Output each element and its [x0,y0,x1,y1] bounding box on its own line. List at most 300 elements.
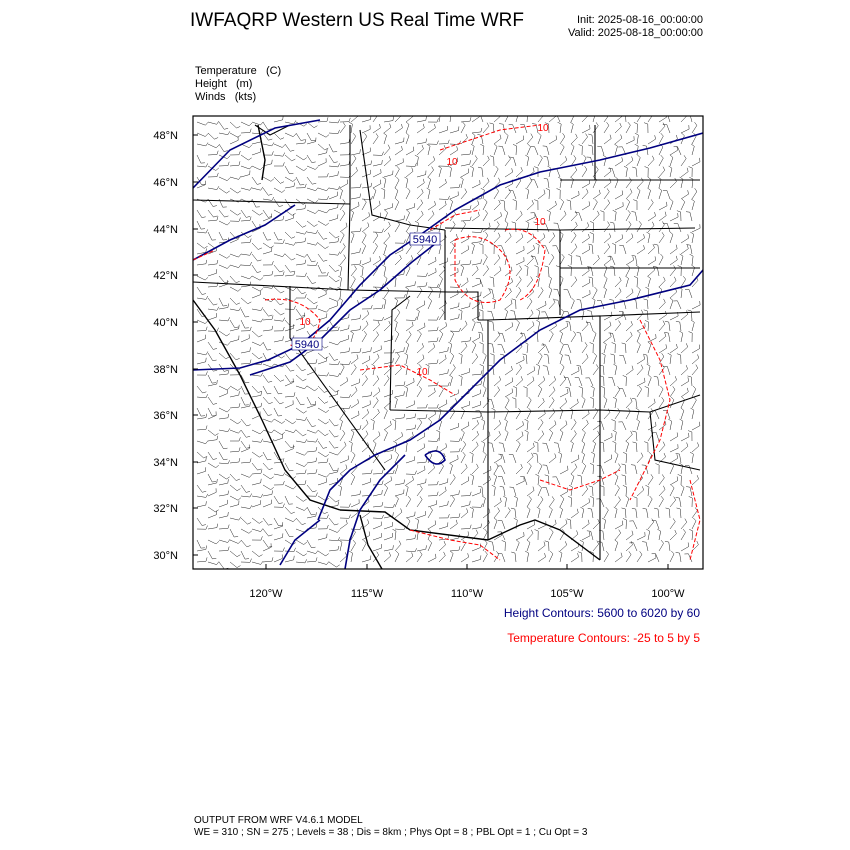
lon-label-120: 120°W [249,588,283,600]
wind-barb [655,464,659,475]
wind-barb [329,298,340,301]
wind-barb [626,157,633,167]
wind-barb [516,356,524,364]
wind-barb [406,113,413,122]
wind-barb [472,155,477,166]
wind-barb [230,307,241,310]
wind-barb [670,463,674,474]
wind-barb [395,541,401,551]
wind-barb [373,152,384,156]
wind-barb [230,529,238,537]
wind-barb [252,392,262,398]
wind-barb [428,201,436,210]
wind-barb [494,112,501,122]
wind-barb [490,277,494,287]
wind-barb [318,272,328,276]
wind-barb [635,133,639,144]
wind-barb [208,307,219,311]
wind-barb [450,146,458,155]
wind-barb [604,135,611,144]
wind-barb [384,287,389,298]
wind-barb [241,166,252,169]
wind-barb [339,419,342,430]
wind-barb [637,453,643,463]
wind-barb [428,388,435,397]
wind-barb [523,387,527,398]
wind-barb [604,507,608,518]
wind-barb [527,487,534,496]
wind-barb [481,419,484,430]
wind-barb [373,490,382,496]
wind-barb [631,465,637,474]
wind-barb [274,555,282,563]
wind-barb [450,513,460,518]
wind-barb [307,493,318,497]
wind-barb [351,379,359,386]
wind-barb [274,144,285,148]
wind-barb [678,266,682,277]
wind-barb [197,557,207,562]
wind-barb [645,386,649,397]
wind-barb [615,408,620,419]
wind-barb [428,177,431,188]
wind-barb [439,541,446,551]
wind-barb [428,211,434,221]
wind-barb [461,501,470,507]
wind-barb [417,124,424,133]
wind-barb [548,166,551,177]
wind-barb [395,166,399,177]
wind-barb [516,540,519,551]
wind-barb [567,200,571,210]
wind-barb [274,504,285,508]
wind-barb [263,247,272,254]
wind-barb [197,540,205,548]
wind-barb [329,342,340,345]
wind-barb [483,266,489,277]
wind-barb [461,265,464,276]
wind-barb [659,212,666,221]
wind-barb [461,169,469,177]
wind-barb [197,394,208,398]
wind-barb [626,321,633,331]
wind-barb [296,559,307,563]
wind-barb [622,464,627,474]
wind-barb [560,496,564,507]
wind-barb [263,188,272,195]
wind-barb [612,343,616,354]
wind-barb [263,500,271,507]
wind-barb [505,210,508,221]
wind-barb [329,204,338,210]
wind-barb [197,229,208,233]
wind-barb [612,441,616,452]
wind-barb [604,433,612,441]
wind-barb [461,452,465,463]
temperature-contour-labels [299,123,549,378]
wind-barb [406,553,413,563]
wind-barb [597,146,604,155]
wind-barb [622,475,626,485]
wind-barb [296,551,307,556]
wind-barb [568,265,572,276]
wind-barb [516,167,523,177]
wind-barb [490,123,495,133]
wind-barb [373,346,381,354]
wind-barb [263,243,274,248]
wind-barb [626,189,632,199]
wind-barb [692,422,700,430]
wind-barb [659,188,662,199]
wind-barb [263,419,274,422]
wind-barb [679,287,683,298]
wind-barb [263,408,272,416]
wind-barb [329,252,340,256]
wind-barb [637,386,642,397]
wind-barb [395,496,399,507]
wind-barb [307,210,318,214]
wind-barb [274,408,282,416]
wind-barb [494,420,501,430]
wind-barb [571,474,574,485]
wind-barb [546,188,550,199]
wind-barb [439,552,445,562]
wind-barb [318,243,329,249]
wind-barb [509,455,516,464]
wind-barb [534,442,538,452]
wind-barb [208,436,218,441]
wind-barb [296,294,306,298]
wind-barb [373,188,376,199]
wind-barb [373,332,379,343]
wind-barb [527,408,531,419]
wind-barb [263,430,274,433]
wind-barb [252,291,260,298]
wind-barb [571,553,579,562]
wind-barb [571,277,577,287]
wind-barb [677,354,681,364]
wind-barb [241,187,252,190]
wind-barb [494,267,501,277]
wind-barb [252,319,263,322]
wind-barb [241,485,250,492]
wind-barb [219,562,228,569]
wind-barb [644,442,648,452]
wind-barb [406,456,415,463]
wind-barb [417,511,426,518]
wind-barb [670,397,674,408]
wind-barb [665,332,670,342]
wind-barb [615,553,622,562]
lon-label-110: 110°W [450,588,484,600]
wind-barb [460,177,463,188]
wind-barb [318,397,328,403]
wind-barb [241,129,251,133]
wind-barb [480,364,484,375]
wind-barb [296,540,307,545]
wind-barb [637,245,645,254]
wind-barb [637,355,645,364]
wind-barb [406,425,416,430]
wind-barb [450,199,453,210]
wind-barb [241,397,249,405]
wind-barb [417,171,426,177]
wind-barb [677,211,681,221]
wind-barb [659,221,664,232]
wind-barb [338,485,341,496]
wind-barb [351,167,358,177]
wind-barb [219,188,230,193]
wind-barb [351,194,361,200]
wind-barb [417,444,425,453]
wind-barb [373,470,383,474]
wind-barb [668,353,672,364]
wind-barb [392,419,396,430]
wind-barb [252,122,263,125]
wind-barb [534,200,538,210]
wind-barb [623,485,627,496]
wind-barb [670,477,678,486]
wind-barb [252,199,260,207]
wind-barb [197,467,206,474]
wind-barb [230,540,241,544]
wind-barb [362,442,369,452]
wind-barb [351,232,354,243]
wind-barb [318,254,327,261]
wind-barb [329,119,340,123]
wind-barb [692,518,696,529]
wind-barb [351,202,359,210]
wind-barb [549,254,554,265]
wind-barb [549,454,556,464]
wind-barb [241,171,250,178]
wind-barb [197,408,205,416]
wind-barb [499,443,505,452]
wind-barb [208,411,216,419]
wind-barb [654,244,659,254]
wind-barb [285,379,293,387]
wind-barb [208,452,217,460]
wind-barb [648,156,654,166]
wind-barb [384,522,393,529]
wind-barb [252,130,263,134]
wind-barb [472,266,478,276]
wind-barb [648,554,656,562]
wind-barb [296,260,306,265]
wind-barb [516,257,524,265]
wind-barb [307,166,318,170]
wind-barb [449,463,452,474]
wind-barb [516,287,521,298]
wind-barb [681,199,685,210]
wind-barb [449,375,452,386]
wind-barb [637,178,643,188]
wind-barb [219,479,228,485]
wind-barb [307,254,316,262]
wind-barb [577,332,582,342]
wind-barb [428,438,439,442]
wind-barb [362,223,369,233]
wind-barb [208,488,216,496]
wind-barb [692,301,700,309]
wind-barb [252,561,263,564]
wind-barb [351,540,356,551]
wind-barb [406,322,413,331]
wind-barb [417,323,425,331]
wind-barb [461,235,469,243]
wind-barb [472,489,480,496]
wind-barb [580,507,583,518]
wind-barb [296,397,305,405]
wind-barb [645,167,649,178]
wind-barb [296,166,307,171]
wind-barb [537,507,540,518]
wind-barb [230,320,239,328]
wind-barb [285,324,294,331]
wind-barb [566,387,572,397]
wind-barb [626,431,632,441]
wind-barb [329,144,337,152]
wind-barb [527,234,534,243]
wind-barb [428,343,435,353]
wind-barb [560,466,568,474]
wind-barb [499,124,505,133]
wind-barb [483,156,489,166]
wind-barb [505,366,512,375]
wind-barb [582,166,587,177]
wind-barb [307,469,317,474]
wind-barb [663,191,670,200]
wind-barb [439,386,443,397]
wind-barb [535,266,539,277]
wind-barb [329,265,339,272]
wind-barb [648,256,656,265]
wind-barb [483,232,488,243]
wind-barb [670,551,674,562]
wind-barb [197,143,208,146]
wind-barb [512,222,516,232]
wind-barb [691,144,694,155]
wind-barb [219,304,229,310]
wind-barb [483,223,490,232]
wind-barb [338,287,342,298]
wind-barb [570,177,573,188]
wind-barb [340,364,344,375]
wind-barb [601,386,605,397]
wind-barb [318,265,326,273]
wind-barb [241,320,249,328]
wind-barb [439,347,448,353]
wind-barb [681,433,689,441]
wind-barb [494,212,502,221]
wind-barb [571,134,577,144]
wind-barb [483,289,491,298]
wind-barb [613,364,616,375]
wind-barb [472,504,483,508]
wind-barb [626,177,631,188]
wind-barb [571,509,578,518]
wind-barb [329,238,339,243]
wind-barb [395,112,401,122]
wind-barb [197,335,205,342]
wind-barb [691,265,694,276]
wind-barb [498,246,506,254]
wind-barb [472,464,478,474]
wind-barb [516,266,522,277]
wind-barb [219,364,228,371]
wind-barb [406,163,417,167]
wind-barb [362,161,372,167]
wind-barb [480,144,484,155]
wind-barb [461,217,471,221]
wind-barb [340,210,345,221]
wind-barb [252,551,263,557]
wind-barb [527,298,532,309]
wind-barb [197,122,208,125]
wind-barb [395,331,399,342]
wind-barb [613,397,617,408]
wind-barb [482,496,485,507]
wind-barb [395,353,400,364]
lat-label-38: 38°N [153,364,178,376]
wind-barb [406,331,411,342]
wind-barb [450,474,455,485]
wind-barb [329,302,337,309]
wind-barb [362,305,372,309]
wind-barb [670,256,677,265]
wind-barb [659,123,665,133]
wind-barb [538,496,543,507]
wind-barb [549,376,556,386]
wind-barb [340,161,350,166]
wind-barb [582,112,588,122]
wind-barb [351,184,361,188]
wind-barb [500,200,505,210]
wind-barb [394,320,397,331]
wind-barb [637,155,640,166]
wind-barb [373,552,379,562]
lon-label-100: 100°W [651,588,685,600]
wind-barb [527,453,533,463]
wind-barb [643,508,648,518]
wind-barb [636,265,639,276]
wind-barb [670,266,676,277]
wind-barb [483,210,488,221]
map-title: IWFAQRP Western US Real Time WRF [190,10,524,31]
wind-barb [427,188,430,199]
wind-barb [472,370,482,375]
wind-barb [670,298,673,309]
wind-barb [659,202,667,210]
wind-barb [263,485,274,490]
wind-barb [549,299,555,309]
wind-barb [393,529,397,540]
wind-barb [208,216,218,221]
wind-barb [318,210,329,213]
wind-barb [307,242,318,245]
wind-barb [307,155,316,163]
wind-barb [351,266,357,277]
wind-barb [652,554,659,562]
wind-barb [362,331,367,342]
wind-barb [274,240,285,244]
wind-barb [581,452,584,463]
wind-barb [329,546,339,551]
wind-barb [692,354,699,364]
wind-barb [494,200,500,210]
wind-barb [461,150,471,155]
wind-barb [505,189,511,200]
